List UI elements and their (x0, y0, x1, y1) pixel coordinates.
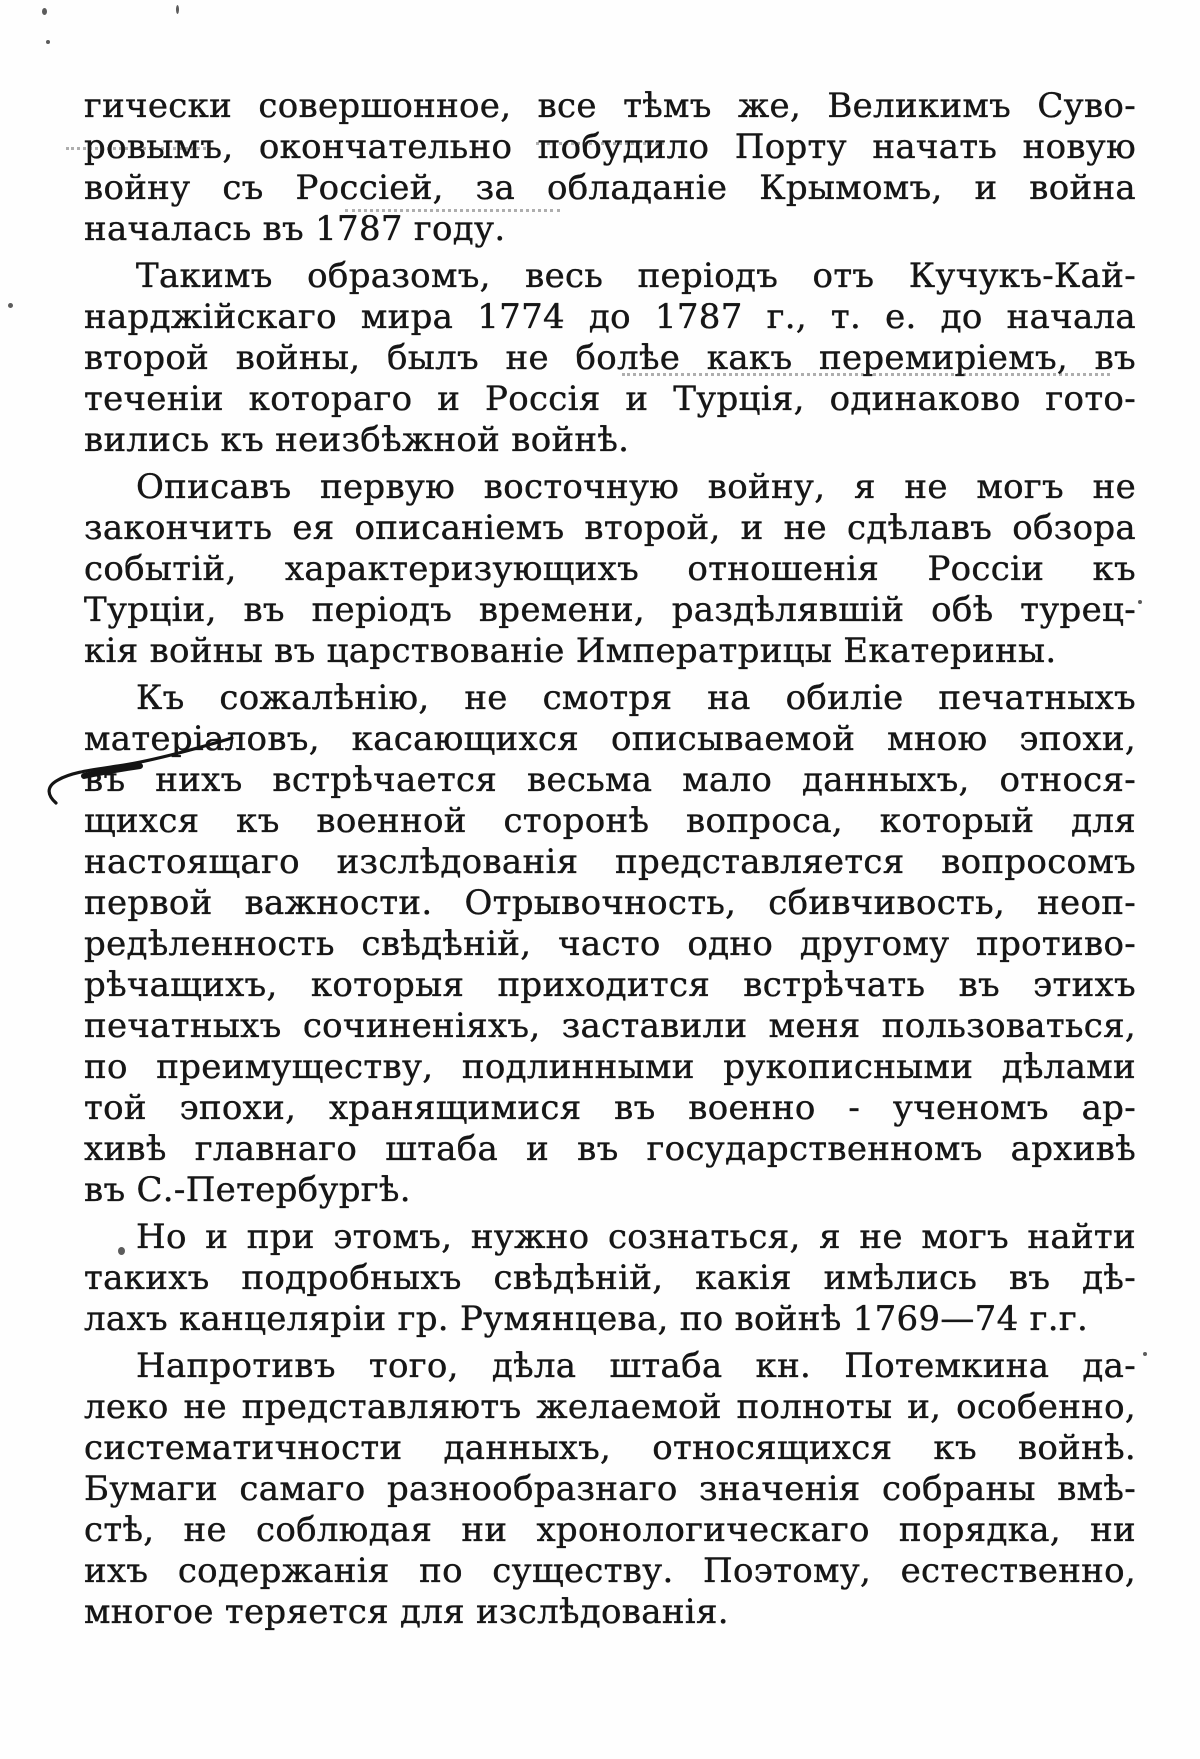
text-line: ихъ содержанія по существу. Поэтому, естественно, (84, 1551, 1136, 1591)
text-line: многое теряется для изслѣдованія. (84, 1592, 729, 1632)
text-line: вились къ неизбѣжной войнѣ. (84, 420, 630, 460)
scan-artifact-speck (1143, 1352, 1147, 1356)
scan-artifact-speck (8, 303, 13, 308)
scan-artifact-speck (42, 8, 47, 15)
paragraph (84, 678, 1136, 1211)
text-line: систематичности данныхъ, относящихся къ войнѣ. (84, 1428, 1136, 1468)
scan-artifact-speck (176, 5, 179, 14)
text-line: Турціи, въ періодъ времени, раздѣлявшій обѣ турец- (84, 590, 1136, 630)
text-line: въ С.-Петербургѣ. (84, 1170, 411, 1210)
text-line: щихся къ военной сторонѣ вопроса, который для (84, 801, 1136, 841)
text-line: событій, характеризующихъ отношенія Россіи къ (84, 549, 1136, 589)
paragraph (84, 256, 1136, 461)
page-text-block (84, 86, 1136, 1633)
text-line: Къ сожалѣнію, не смотря на обиліе печатныхъ (136, 678, 1136, 718)
text-line: Но и при этомъ, нужно сознаться, я не могъ найти (136, 1217, 1136, 1257)
text-line: той эпохи, хранящимися въ военно - ученомъ ар- (84, 1088, 1136, 1128)
text-line: Бумаги самаго разнообразнаго значенія собраны вмѣ- (84, 1469, 1136, 1509)
text-line: редѣленность свѣдѣній, часто одно другому противо- (84, 924, 1136, 964)
text-line: теченіи котораго и Россія и Турція, одинаково гото- (84, 379, 1136, 419)
text-line: второй войны, былъ не болѣе какъ перемиріемъ, въ (84, 338, 1136, 378)
text-line: ровымъ, окончательно побудило Порту начать новую (84, 127, 1136, 167)
text-line: леко не представляютъ желаемой полноты и, особенно, (84, 1387, 1136, 1427)
scan-artifact-speck (1138, 600, 1142, 604)
text-line: матеріаловъ, касающихся описываемой мною эпохи, (84, 719, 1136, 759)
text-line: кія войны въ царствованіе Императрицы Екатерины. (84, 631, 1057, 671)
text-line: Описавъ первую восточную войну, я не могъ не (136, 467, 1136, 507)
text-line: Напротивъ того, дѣла штаба кн. Потемкина да- (136, 1346, 1136, 1386)
paragraph (84, 1346, 1136, 1633)
text-line: первой важности. Отрывочность, сбивчивость, неоп- (84, 883, 1136, 923)
scan-artifact-speck (46, 40, 50, 44)
text-line: нарджійскаго мира 1774 до 1787 г., т. е. до начала (84, 297, 1136, 337)
paragraph (84, 1217, 1136, 1340)
paragraph (84, 86, 1136, 250)
text-line: войну съ Россіей, за обладаніе Крымомъ, и война (84, 168, 1136, 208)
text-line: въ нихъ встрѣчается весьма мало данныхъ, относя- (84, 760, 1136, 800)
text-line: гически совершонное, все тѣмъ же, Великимъ Суво- (84, 86, 1136, 126)
paragraph (84, 467, 1136, 672)
text-line: хивѣ главнаго штаба и въ государственномъ архивѣ (84, 1129, 1136, 1169)
text-line: по преимуществу, подлинными рукописными дѣлами (84, 1047, 1136, 1087)
text-line: закончить ея описаніемъ второй, и не сдѣлавъ обзора (84, 508, 1136, 548)
text-line: такихъ подробныхъ свѣдѣній, какія имѣлись въ дѣ- (84, 1258, 1136, 1298)
text-line: стѣ, не соблюдая ни хронологическаго порядка, ни (84, 1510, 1136, 1550)
text-line: лахъ канцеляріи гр. Румянцева, по войнѣ 1769—74 г.г. (84, 1299, 1089, 1339)
text-line: настоящаго изслѣдованія представляется вопросомъ (84, 842, 1136, 882)
text-line: началась въ 1787 году. (84, 209, 506, 249)
text-line: Такимъ образомъ, весь періодъ отъ Кучукъ-Кай- (136, 256, 1136, 296)
text-line: рѣчащихъ, которыя приходится встрѣчать въ этихъ (84, 965, 1136, 1005)
text-line: печатныхъ сочиненіяхъ, заставили меня пользоваться, (84, 1006, 1136, 1046)
